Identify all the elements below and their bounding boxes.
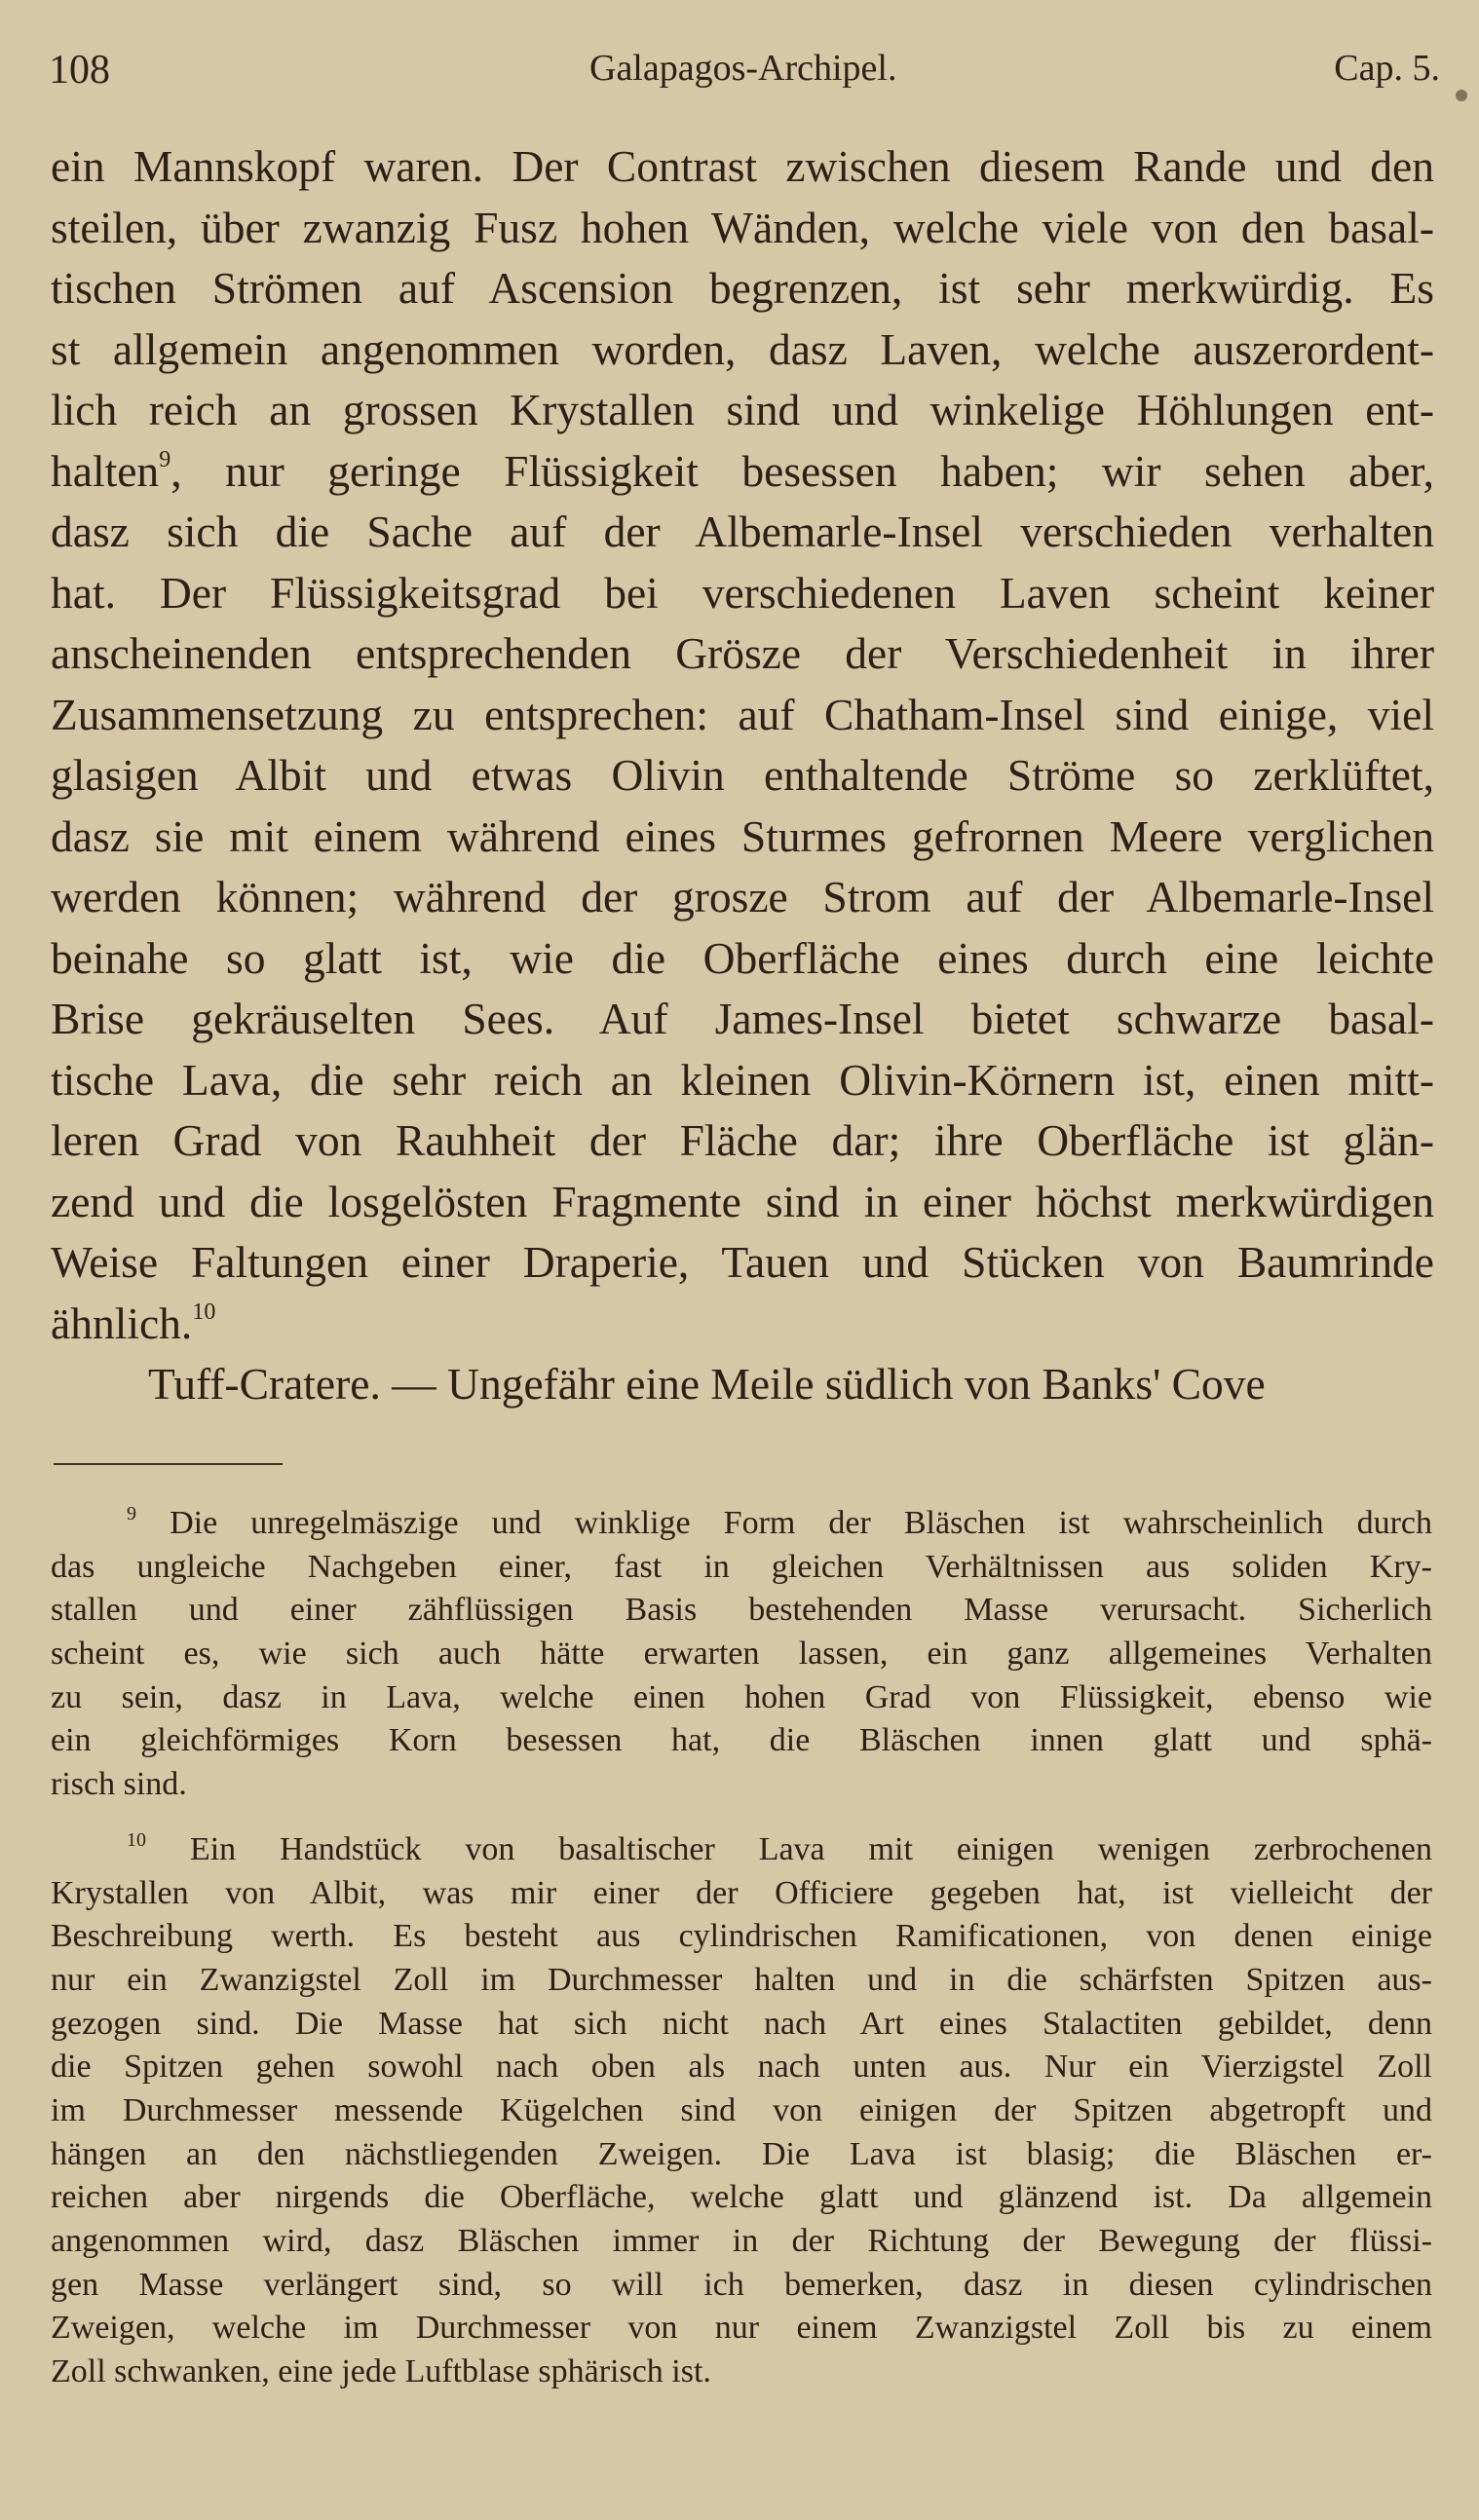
text-line-content: dasz sie mit einem während eines Sturmes gefrornen Meere verglichen [51,810,1434,861]
text-line [51,198,1434,259]
chapter-label: Cap. 5. [1334,48,1440,89]
text-line-content: beinahe so glatt ist, wie die Oberfläche eines durch eine leichte [51,932,1434,983]
text-line [51,441,1434,503]
footnote-text: scheint es, wie sich auch hätte erwarten lassen, ein ganz allgemeines Verhalten [51,1636,1432,1673]
text-line-content: steilen, über zwanzig Fusz hohen Wänden, welche viele von den basal- [51,202,1434,252]
footnote-line [51,1872,1432,1916]
text-line [51,1232,1434,1294]
text-line-content: ähnlich. [51,1298,193,1348]
text-line [51,1050,1434,1111]
footnote-reference[interactable]: 9 [159,446,171,472]
footnote-text: gezogen sind. Die Masse hat sich nicht nach Art eines Stalactiten gebildet, denn [51,2005,1432,2042]
page-header [49,47,1440,105]
footnote-text: hängen an den nächstliegenden Zweigen. Die Lava ist blasig; die Bläschen er- [51,2135,1432,2172]
footnote-text: die Spitzen gehen sowohl nach oben als nach unten aus. Nur ein Vierzigstel Zoll [51,2049,1432,2086]
text-line-content: Zusammensetzung zu entsprechen: auf Chatham-Insel sind einige, viel [51,689,1434,739]
footnote-line [51,1763,1432,1807]
footnote-line [51,1546,1432,1590]
footnote-line [51,1502,1432,1546]
text-line-content: ein Mannskopf waren. Der Contrast zwischen diesem Rande und den [51,141,1434,191]
footnote-text: ein gleichförmiges Korn besessen hat, die Bläschen innen glatt und sphä- [51,1722,1432,1759]
footnote-line [51,2003,1432,2047]
running-title: Galapagos-Archipel. [589,48,897,89]
footnote-line [51,2220,1432,2264]
footnote-text: risch sind. [51,1766,187,1803]
text-line-content: st allgemein angenommen worden, dasz Laven, welche auszerordent- [51,323,1434,374]
footnote-line [51,2264,1432,2308]
text-line-content: tischen Strömen auf Ascension begrenzen, ist sehr merkwürdig. Es [51,263,1434,313]
text-line-content: hat. Der Flüssigkeitsgrad bei verschiedenen Laven scheint keiner [51,567,1434,618]
text-line-content: tische Lava, die sehr reich an kleinen Olivin-Körnern ist, einen mitt- [51,1054,1434,1105]
footnote-text: Krystallen von Albit, was mir einer der Officiere gegeben hat, ist vielleicht der [51,1874,1432,1911]
text-line-content: werden können; während der grosze Strom auf der Albemarle-Insel [51,872,1434,921]
footnote-line [51,1959,1432,2003]
footnote-text: reichen aber nirgends die Oberfläche, welche glatt und glänzend ist. Da allgemein [51,2179,1432,2216]
footnote-line [51,1828,1432,1872]
text-line-content: anscheinenden entsprechenden Grösze der Verschiedenheit in ihrer [51,628,1434,678]
footnote-text: im Durchmesser messende Kügelchen sind von einigen der Spitzen abgetropft und [51,2091,1432,2128]
footnote-reference[interactable]: 10 [192,1298,216,1325]
footnote-marker: 9 [127,1503,136,1524]
main-text [51,136,1434,1415]
text-line-content: leren Grad von Rauhheit der Fläche dar; ihre Oberfläche ist glän- [51,1115,1434,1165]
footnote-text: das ungleiche Nachgeben einer, fast in gleichen Verhältnissen aus soliden Kry- [51,1548,1432,1585]
text-line [51,320,1434,381]
footnote-line [51,2089,1432,2133]
text-line-content: Brise gekräuselten Sees. Auf James-Insel bietet schwarze basal- [51,994,1434,1043]
text-line-content: , nur geringe Flüssigkeit besessen haben; wir sehen aber, [171,445,1434,496]
footnote-line [51,2351,1432,2394]
text-line-content: lich reich an grossen Krystallen sind und winkelige Höhlungen ent- [51,385,1434,434]
footnote-text: Die unregelmäszige und winklige Form der Bläschen ist wahrscheinlich durch [170,1505,1432,1541]
footnote-text: Beschreibung werth. Es besteht aus cylindrischen Ramificationen, von denen einige [51,1918,1432,1955]
text-line [51,1172,1434,1233]
footnote-text: Zweigen, welche im Durchmesser von nur einem Zwanzigstel Zoll bis zu einem [51,2310,1432,2347]
footnote-line [51,1589,1432,1633]
footnotes [51,1502,1432,2394]
text-line [51,1294,1434,1355]
text-line [51,380,1434,441]
text-line [51,745,1434,807]
text-line-content: Tuff-Cratere. — Ungefähr eine Meile südlich von Banks' Cove [148,1359,1266,1409]
footnote-text: Ein Handstück von basaltischer Lava mit einigen wenigen zerbrochenen [189,1830,1433,1867]
footnote-text: angenommen wird, dasz Bläschen immer in der Richtung der Bewegung der flüssi- [51,2223,1432,2259]
footnote-line [51,1719,1432,1763]
text-line [51,563,1434,624]
footnote-line [51,1633,1432,1676]
footnote-marker: 10 [127,1828,146,1851]
text-line [51,928,1434,990]
text-line [51,1354,1434,1415]
text-line [51,989,1434,1050]
page-number: 108 [49,48,110,93]
text-line-content: glasigen Albit und etwas Olivin enthaltende Ströme so zerklüftet, [51,750,1434,800]
footnote-text: nur ein Zwanzigstel Zoll im Durchmesser halten und in die schärfsten Spitzen aus- [51,1961,1432,1998]
footnote-spacer [51,1807,1432,1828]
text-line [51,685,1434,746]
text-line [51,502,1434,563]
text-line-content: halten [51,445,160,496]
text-line [51,1110,1434,1172]
text-line-content: zend und die losgelösten Fragmente sind in einer höchst merkwürdigen [51,1176,1434,1226]
footnote-line [51,2046,1432,2089]
footnote-line [51,1915,1432,1959]
text-line [51,807,1434,868]
text-line [51,258,1434,320]
footnote-line [51,2176,1432,2220]
text-line [51,623,1434,685]
footnote-line [51,2307,1432,2351]
footnote-text: stallen und einer zähflüssigen Basis bestehenden Masse verursacht. Sicherlich [51,1592,1432,1629]
footnote-line [51,2133,1432,2177]
text-line-content: dasz sich die Sache auf der Albemarle-Insel verschieden verhalten [51,507,1434,556]
footnote-text: Zoll schwanken, eine jede Luftblase sphärisch ist. [51,2353,711,2390]
footnote-text: zu sein, dasz in Lava, welche einen hohen Grad von Flüssigkeit, ebenso wie [51,1678,1432,1715]
footnote-text: gen Masse verlängert sind, so will ich bemerken, dasz in diesen cylindrischen [51,2266,1432,2303]
text-line [51,136,1434,198]
text-line [51,867,1434,928]
footnote-rule [54,1463,283,1465]
footnote-line [51,1676,1432,1720]
text-line-content: Weise Faltungen einer Draperie, Tauen und Stücken von Baumrinde [51,1237,1434,1287]
ink-spot [1456,90,1467,101]
